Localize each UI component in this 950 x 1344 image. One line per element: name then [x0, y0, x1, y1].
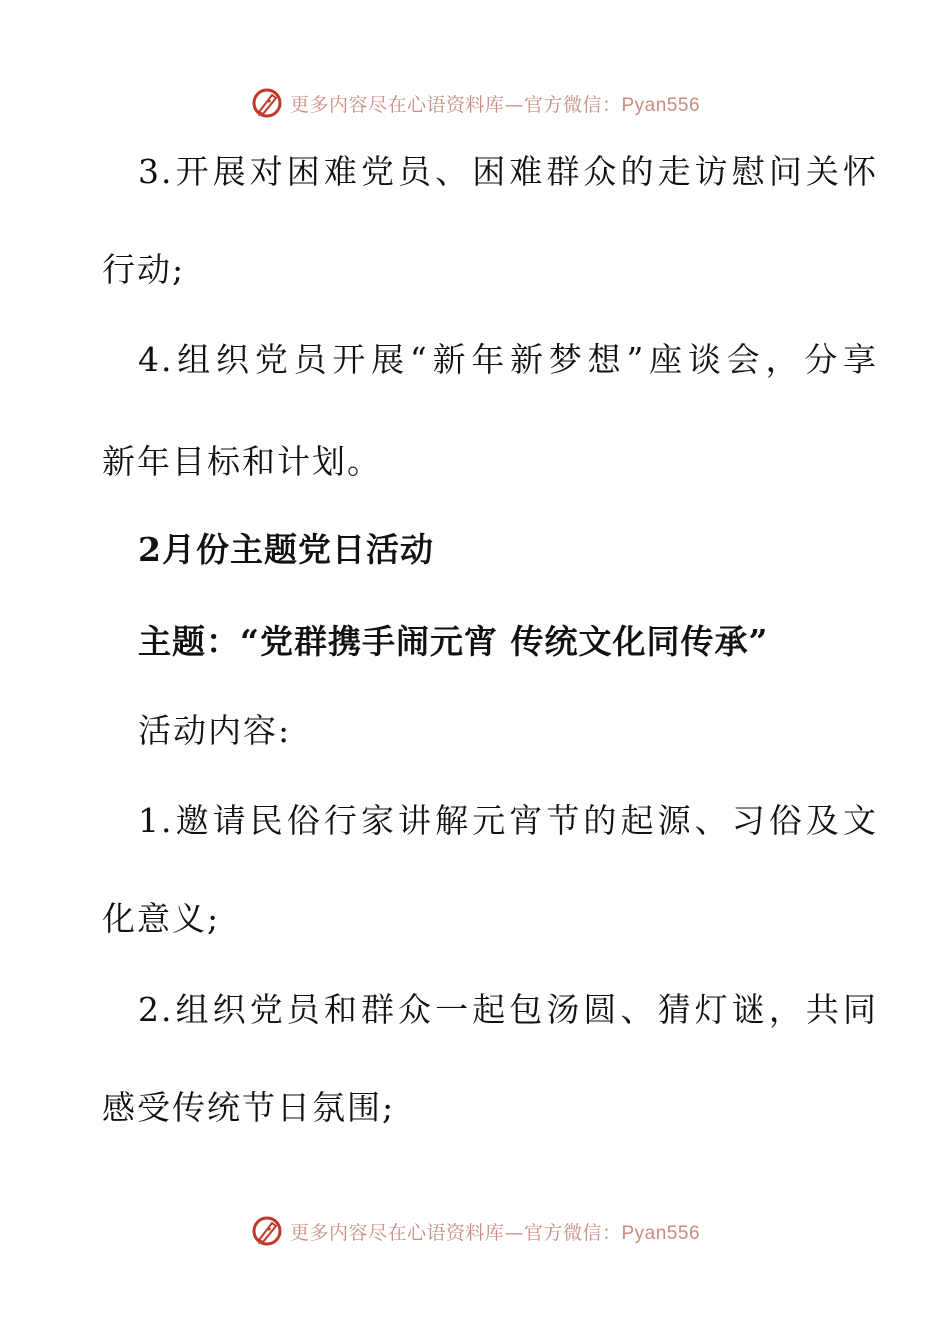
banner-wechat-id: Pyan556 — [621, 94, 701, 116]
footer-banner — [0, 1211, 950, 1251]
paragraph-item-1-line1: 1.邀请民俗行家讲解元宵节的起源、习俗及文 — [138, 801, 878, 840]
paragraph-item-1-line2: 化意义; — [102, 899, 221, 938]
paragraph-item-2-line2: 感受传统节日氛围; — [102, 1088, 396, 1127]
paragraph-item-4-line1: 4.组织党员开展“新年新梦想”座谈会，分享 — [138, 340, 878, 379]
paragraph-item-3-line1: 3.开展对困难党员、困难群众的走访慰问关怀 — [138, 152, 878, 191]
section-heading-february: 2月份主题党日活动 — [138, 530, 434, 569]
pen-nib-logo-icon — [250, 86, 284, 120]
activity-content-label: 活动内容: — [138, 711, 292, 750]
pen-nib-logo-icon — [250, 1214, 284, 1248]
section-theme: 主题：“党群携手闹元宵 传统文化同传承” — [138, 622, 769, 661]
banner-wechat-id: Pyan556 — [621, 1222, 701, 1244]
paragraph-item-4-line2: 新年目标和计划。 — [102, 442, 382, 481]
header-banner — [0, 83, 950, 123]
banner-text: 更多内容尽在心语资料库—官方微信：Pyan556 — [289, 1221, 701, 1244]
paragraph-item-3-line2: 行动; — [102, 250, 186, 289]
banner-text: 更多内容尽在心语资料库—官方微信：Pyan556 — [289, 93, 701, 116]
paragraph-item-2-line1: 2.组织党员和群众一起包汤圆、猜灯谜，共同 — [138, 990, 878, 1029]
